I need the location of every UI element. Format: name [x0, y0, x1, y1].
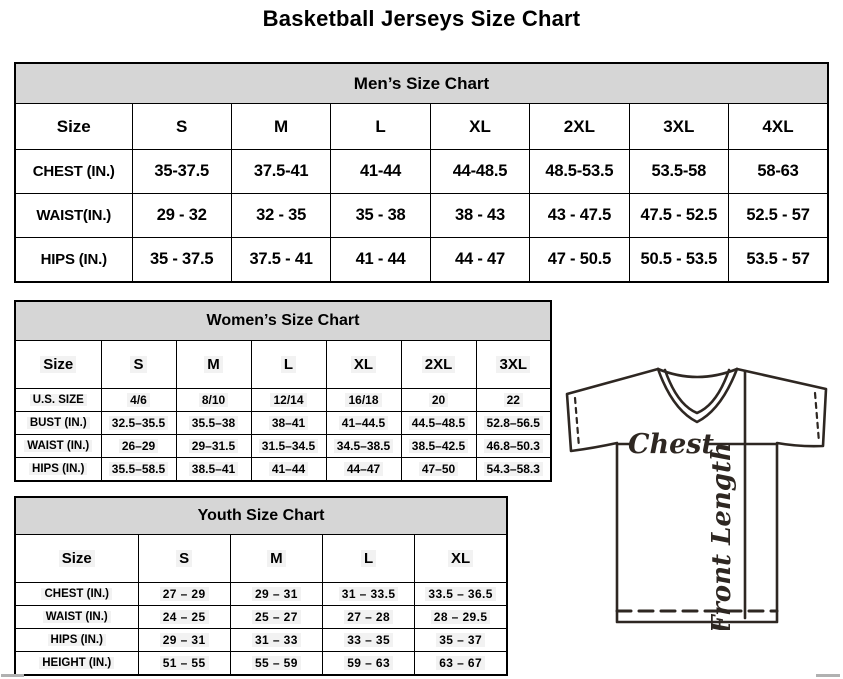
mens-size-header-row — [15, 104, 828, 150]
youth-hips-row — [15, 629, 507, 652]
mens-cell: 32 - 35 — [231, 194, 330, 238]
youth-row-label-height: HEIGHT (IN.) — [15, 652, 138, 676]
mens-col-header-2xl: 2XL — [530, 104, 629, 150]
youth-chest-row — [15, 583, 507, 606]
jersey-outline — [567, 369, 826, 622]
womens-cell: 52.8–56.5 — [476, 412, 551, 435]
womens-cell: 8/10 — [176, 389, 251, 412]
mens-cell: 47 - 50.5 — [530, 238, 629, 283]
page-title: Basketball Jerseys Size Chart — [262, 6, 581, 31]
mens-cell: 53.5-58 — [629, 150, 728, 194]
mens-row-label-waist: WAIST(IN.) — [15, 194, 132, 238]
womens-row-label-hips: HIPS (IN.) — [15, 458, 101, 482]
mens-cell: 47.5 - 52.5 — [629, 194, 728, 238]
mens-cell: 37.5 - 41 — [231, 238, 330, 283]
womens-chart-title: Women’s Size Chart — [15, 301, 551, 341]
youth-size-header-row — [15, 535, 507, 583]
youth-cell: 33 – 35 — [323, 629, 415, 652]
mens-chart-title: Men’s Size Chart — [15, 63, 828, 104]
womens-cell: 31.5–34.5 — [251, 435, 326, 458]
womens-hips-row — [15, 458, 551, 482]
youth-col-header-l: L — [323, 535, 415, 583]
womens-cell: 38–41 — [251, 412, 326, 435]
horizontal-scrollbar-thumb-right[interactable] — [816, 674, 840, 677]
womens-cell: 47–50 — [401, 458, 476, 482]
youth-cell: 31 – 33 — [230, 629, 322, 652]
mens-cell: 35-37.5 — [132, 150, 231, 194]
mens-row-label-chest: CHEST (IN.) — [15, 150, 132, 194]
womens-cell: 41–44.5 — [326, 412, 401, 435]
youth-row-label-chest: CHEST (IN.) — [15, 583, 138, 606]
mens-cell: 38 - 43 — [430, 194, 529, 238]
mens-cell: 53.5 - 57 — [729, 238, 828, 283]
womens-size-header-row — [15, 341, 551, 389]
youth-row-label-hips: HIPS (IN.) — [15, 629, 138, 652]
mens-col-header-l: L — [331, 104, 430, 150]
mens-waist-row — [15, 194, 828, 238]
mens-col-header-m: M — [231, 104, 330, 150]
womens-cell: 44–47 — [326, 458, 401, 482]
womens-cell: 38.5–41 — [176, 458, 251, 482]
womens-cell: 46.8–50.3 — [476, 435, 551, 458]
mens-cell: 35 - 37.5 — [132, 238, 231, 283]
youth-cell: 55 – 59 — [230, 652, 322, 676]
youth-height-row — [15, 652, 507, 676]
mens-chest-row — [15, 150, 828, 194]
right-sleeve-seam-dashed — [815, 393, 819, 442]
youth-chart-title: Youth Size Chart — [15, 497, 507, 535]
mens-chart-header-band — [15, 63, 828, 104]
mens-hips-row — [15, 238, 828, 283]
womens-cell: 32.5–35.5 — [101, 412, 176, 435]
womens-col-header-2xl: 2XL — [401, 341, 476, 389]
youth-size-chart-table — [14, 496, 508, 676]
mens-col-header-size: Size — [15, 104, 132, 150]
mens-cell: 44-48.5 — [430, 150, 529, 194]
mens-cell: 35 - 38 — [331, 194, 430, 238]
mens-col-header-4xl: 4XL — [729, 104, 828, 150]
youth-cell: 59 – 63 — [323, 652, 415, 676]
womens-row-label-waist: WAIST (IN.) — [15, 435, 101, 458]
mens-cell: 43 - 47.5 — [530, 194, 629, 238]
mens-cell: 41 - 44 — [331, 238, 430, 283]
womens-col-header-s: S — [101, 341, 176, 389]
youth-cell: 63 – 67 — [415, 652, 507, 676]
youth-cell: 31 – 33.5 — [323, 583, 415, 606]
womens-cell: 22 — [476, 389, 551, 412]
womens-us-size-row — [15, 389, 551, 412]
womens-cell: 16/18 — [326, 389, 401, 412]
youth-cell: 25 – 27 — [230, 606, 322, 629]
youth-col-header-s: S — [138, 535, 230, 583]
womens-size-chart-table — [14, 300, 552, 482]
youth-cell: 28 – 29.5 — [415, 606, 507, 629]
womens-cell: 34.5–38.5 — [326, 435, 401, 458]
youth-cell: 27 – 29 — [138, 583, 230, 606]
womens-cell: 26–29 — [101, 435, 176, 458]
youth-cell: 33.5 – 36.5 — [415, 583, 507, 606]
womens-chart-header-band — [15, 301, 551, 341]
youth-waist-row — [15, 606, 507, 629]
mens-cell: 29 - 32 — [132, 194, 231, 238]
mens-row-label-hips: HIPS (IN.) — [15, 238, 132, 283]
horizontal-scrollbar-thumb-left[interactable] — [1, 674, 24, 677]
mens-col-header-s: S — [132, 104, 231, 150]
womens-col-header-m: M — [176, 341, 251, 389]
youth-chart-header-band — [15, 497, 507, 535]
mens-cell: 37.5-41 — [231, 150, 330, 194]
womens-col-header-xl: XL — [326, 341, 401, 389]
womens-row-label-bust: BUST (IN.) — [15, 412, 101, 435]
youth-col-header-xl: XL — [415, 535, 507, 583]
womens-cell: 44.5–48.5 — [401, 412, 476, 435]
womens-cell: 41–44 — [251, 458, 326, 482]
mens-col-header-3xl: 3XL — [629, 104, 728, 150]
womens-cell: 4/6 — [101, 389, 176, 412]
youth-cell: 27 – 28 — [323, 606, 415, 629]
mens-cell: 58-63 — [729, 150, 828, 194]
jersey-collar-back-arc — [658, 369, 737, 377]
chest-label: Chest — [628, 429, 714, 460]
womens-cell: 29–31.5 — [176, 435, 251, 458]
womens-waist-row — [15, 435, 551, 458]
mens-cell: 48.5-53.5 — [530, 150, 629, 194]
mens-cell: 41-44 — [331, 150, 430, 194]
youth-cell: 24 – 25 — [138, 606, 230, 629]
womens-cell: 54.3–58.3 — [476, 458, 551, 482]
left-sleeve-seam-dashed — [575, 398, 579, 447]
youth-col-header-m: M — [230, 535, 322, 583]
youth-row-label-waist: WAIST (IN.) — [15, 606, 138, 629]
mens-size-chart-table — [14, 62, 829, 283]
womens-cell: 38.5–42.5 — [401, 435, 476, 458]
womens-row-label-us-size: U.S. SIZE — [15, 389, 101, 412]
mens-cell: 52.5 - 57 — [729, 194, 828, 238]
womens-col-header-l: L — [251, 341, 326, 389]
youth-cell: 29 – 31 — [138, 629, 230, 652]
mens-cell: 50.5 - 53.5 — [629, 238, 728, 283]
youth-col-header-size: Size — [15, 535, 138, 583]
womens-cell: 20 — [401, 389, 476, 412]
youth-cell: 51 – 55 — [138, 652, 230, 676]
youth-cell: 29 – 31 — [230, 583, 322, 606]
front-length-label: Front Length — [707, 442, 737, 630]
womens-cell: 12/14 — [251, 389, 326, 412]
womens-col-header-3xl: 3XL — [476, 341, 551, 389]
womens-bust-row — [15, 412, 551, 435]
womens-col-header-size: Size — [15, 341, 101, 389]
youth-cell: 35 – 37 — [415, 629, 507, 652]
mens-cell: 44 - 47 — [430, 238, 529, 283]
mens-col-header-xl: XL — [430, 104, 529, 150]
womens-cell: 35.5–38 — [176, 412, 251, 435]
jersey-diagram — [558, 358, 835, 630]
womens-cell: 35.5–58.5 — [101, 458, 176, 482]
